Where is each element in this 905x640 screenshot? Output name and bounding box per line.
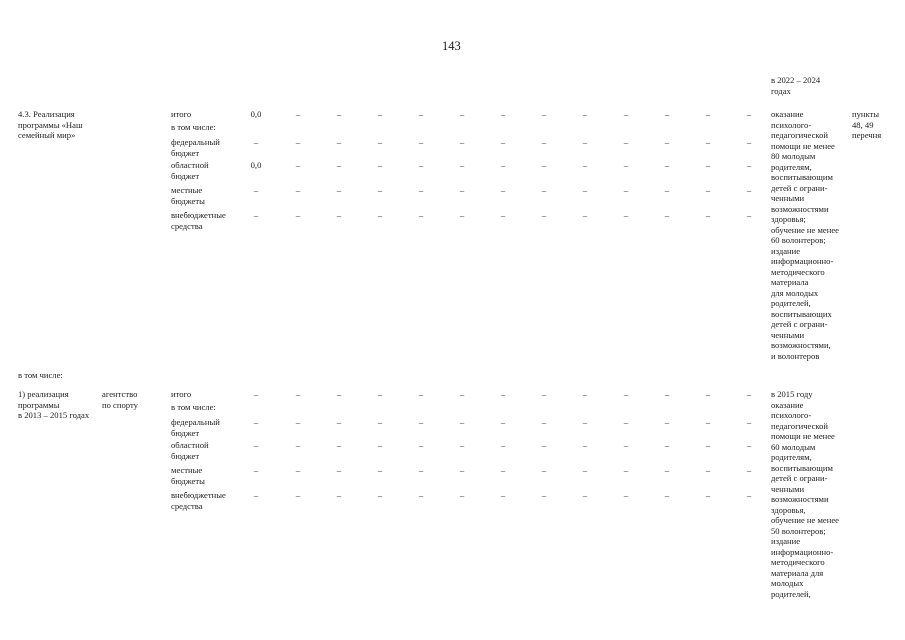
- funding-value-cell: –: [623, 389, 629, 399]
- funding-value-cell: –: [746, 210, 752, 220]
- funding-value-cell: –: [295, 109, 301, 119]
- funding-value-cell: –: [418, 160, 424, 170]
- funding-value-cell: –: [459, 210, 465, 220]
- funding-value-cell: –: [541, 490, 547, 500]
- funding-value-cell: –: [253, 137, 259, 147]
- funding-value-cell: –: [541, 210, 547, 220]
- source-extrabudget-label: внебюджетные средства: [171, 210, 226, 231]
- funding-value-cell: –: [664, 440, 670, 450]
- funding-value-cell: –: [705, 109, 711, 119]
- funding-value-cell: –: [336, 490, 342, 500]
- funding-value-cell: –: [500, 210, 506, 220]
- funding-value-cell: –: [664, 137, 670, 147]
- funding-value-cell: –: [541, 465, 547, 475]
- funding-value-cell: –: [623, 417, 629, 427]
- funding-value-cell: –: [459, 490, 465, 500]
- funding-value-cell: –: [295, 389, 301, 399]
- funding-value-cell: –: [705, 465, 711, 475]
- funding-value-cell: –: [541, 137, 547, 147]
- source-total-label: итого: [171, 109, 192, 119]
- funding-value-cell: –: [336, 389, 342, 399]
- reference-text: пункты 48, 49 перечня: [852, 109, 882, 140]
- source-local-label: местные бюджеты: [171, 465, 205, 486]
- funding-value-cell: –: [746, 137, 752, 147]
- funding-value-cell: –: [459, 465, 465, 475]
- funding-value-cell: –: [336, 137, 342, 147]
- funding-value-cell: –: [377, 465, 383, 475]
- funding-value-cell: –: [459, 440, 465, 450]
- funding-value-cell: –: [541, 185, 547, 195]
- funding-value-cell: –: [336, 109, 342, 119]
- funding-value-cell: –: [418, 109, 424, 119]
- funding-value-cell: –: [459, 160, 465, 170]
- funding-value-cell: –: [253, 440, 259, 450]
- funding-value-cell: –: [664, 490, 670, 500]
- expected-result-text: в 2015 году оказание психолого- педагогической помощи не менее 60 молодым родителям, воспитывающим детей с ограни- ченными возможностями здоровья, обучение не менее 50 волонтеров; издание информационно- методического материала для молодых родителей,: [771, 389, 839, 599]
- page-number: 143: [442, 39, 461, 53]
- funding-value-cell: –: [500, 109, 506, 119]
- funding-value-cell: –: [459, 109, 465, 119]
- funding-value-cell: –: [705, 160, 711, 170]
- funding-value-cell: –: [664, 389, 670, 399]
- funding-value-cell: –: [336, 440, 342, 450]
- funding-value-cell: –: [253, 389, 259, 399]
- funding-value-cell: –: [623, 137, 629, 147]
- expected-result-text: оказание психолого- педагогической помощи не менее 80 молодым родителям, воспитывающим детей с ограни- ченными возможностями здоровья; обучение не менее 60 волонтеров; издание информационно- методического материала для молодых родителей, воспитывающих детей с ограни- ченными возможностями, и волонтеров: [771, 109, 839, 361]
- funding-value-cell: –: [705, 417, 711, 427]
- funding-value-cell: –: [459, 137, 465, 147]
- funding-value-cell: –: [623, 210, 629, 220]
- funding-value-cell: –: [623, 109, 629, 119]
- funding-value-cell: –: [336, 465, 342, 475]
- funding-value-cell: –: [377, 490, 383, 500]
- funding-value-cell: –: [500, 185, 506, 195]
- source-local-label: местные бюджеты: [171, 185, 205, 206]
- funding-value-cell: –: [336, 185, 342, 195]
- funding-value-cell: –: [541, 440, 547, 450]
- funding-value-cell: –: [582, 389, 588, 399]
- funding-value-cell: –: [418, 185, 424, 195]
- funding-value-cell: –: [582, 109, 588, 119]
- funding-value-cell: –: [623, 185, 629, 195]
- including-label: в том числе:: [18, 370, 63, 380]
- source-regional-label: областной бюджет: [171, 440, 209, 461]
- funding-value-cell: –: [664, 160, 670, 170]
- funding-value-cell: –: [623, 490, 629, 500]
- funding-value-cell: –: [418, 210, 424, 220]
- measure-name: 1) реализация программы в 2013 – 2015 годах: [18, 389, 90, 420]
- funding-value-cell: –: [582, 417, 588, 427]
- executor-text: агентство по спорту: [102, 389, 138, 410]
- funding-value-cell: –: [377, 210, 383, 220]
- funding-value-cell: –: [582, 160, 588, 170]
- source-federal-label: федеральный бюджет: [171, 417, 220, 438]
- funding-value-cell: –: [295, 440, 301, 450]
- funding-value-cell: –: [746, 160, 752, 170]
- funding-value-cell: –: [418, 465, 424, 475]
- funding-value-cell: –: [664, 465, 670, 475]
- funding-value-cell: –: [541, 389, 547, 399]
- top-continuation-text: в 2022 – 2024 годах: [771, 75, 821, 96]
- funding-value-cell: –: [295, 417, 301, 427]
- funding-value-cell: –: [623, 465, 629, 475]
- funding-value-cell: –: [664, 417, 670, 427]
- funding-value-cell: –: [705, 137, 711, 147]
- funding-value-cell: –: [295, 465, 301, 475]
- funding-value-cell: –: [582, 210, 588, 220]
- funding-value-cell: –: [377, 440, 383, 450]
- funding-value-cell: –: [541, 109, 547, 119]
- funding-value-cell: –: [582, 440, 588, 450]
- funding-value-cell: –: [582, 185, 588, 195]
- funding-value-cell: –: [541, 160, 547, 170]
- funding-value-cell: –: [623, 440, 629, 450]
- funding-value-cell: –: [377, 417, 383, 427]
- funding-value-cell: –: [500, 440, 506, 450]
- measure-name: 4.3. Реализация программы «Наш семейный мир»: [18, 109, 83, 140]
- funding-value-cell: –: [377, 185, 383, 195]
- funding-value-cell: –: [295, 185, 301, 195]
- funding-value-cell: –: [418, 389, 424, 399]
- source-including-label: в том числе:: [171, 122, 216, 132]
- funding-value-cell: –: [664, 185, 670, 195]
- funding-value-cell: –: [253, 490, 259, 500]
- funding-value-cell: –: [418, 490, 424, 500]
- funding-value-cell: –: [705, 490, 711, 500]
- source-total-label: итого: [171, 389, 192, 399]
- funding-value-cell: –: [500, 160, 506, 170]
- funding-value-cell: –: [295, 160, 301, 170]
- source-extrabudget-label: внебюджетные средства: [171, 490, 226, 511]
- funding-value-cell: –: [295, 490, 301, 500]
- funding-value-cell: –: [459, 389, 465, 399]
- source-including-label: в том числе:: [171, 402, 216, 412]
- funding-value-cell: 0,0: [250, 160, 262, 170]
- funding-value-cell: –: [541, 417, 547, 427]
- funding-value-cell: –: [377, 137, 383, 147]
- funding-value-cell: –: [746, 185, 752, 195]
- funding-value-cell: –: [746, 465, 752, 475]
- funding-value-cell: –: [418, 440, 424, 450]
- funding-value-cell: 0,0: [250, 109, 262, 119]
- source-federal-label: федеральный бюджет: [171, 137, 220, 158]
- funding-value-cell: –: [295, 137, 301, 147]
- funding-value-cell: –: [253, 210, 259, 220]
- funding-value-cell: –: [582, 137, 588, 147]
- funding-value-cell: –: [336, 160, 342, 170]
- funding-value-cell: –: [705, 210, 711, 220]
- funding-value-cell: –: [500, 417, 506, 427]
- funding-value-cell: –: [746, 440, 752, 450]
- funding-value-cell: –: [500, 389, 506, 399]
- funding-value-cell: –: [253, 185, 259, 195]
- funding-value-cell: –: [500, 490, 506, 500]
- funding-value-cell: –: [705, 185, 711, 195]
- funding-value-cell: –: [746, 389, 752, 399]
- funding-value-cell: –: [664, 109, 670, 119]
- funding-value-cell: –: [336, 417, 342, 427]
- funding-value-cell: –: [377, 160, 383, 170]
- funding-value-cell: –: [459, 417, 465, 427]
- funding-value-cell: –: [253, 417, 259, 427]
- funding-value-cell: –: [336, 210, 342, 220]
- funding-value-cell: –: [377, 389, 383, 399]
- funding-value-cell: –: [746, 417, 752, 427]
- funding-value-cell: –: [705, 440, 711, 450]
- funding-value-cell: –: [705, 389, 711, 399]
- funding-value-cell: –: [295, 210, 301, 220]
- funding-value-cell: –: [746, 490, 752, 500]
- funding-value-cell: –: [418, 137, 424, 147]
- funding-value-cell: –: [582, 465, 588, 475]
- funding-value-cell: –: [253, 465, 259, 475]
- funding-value-cell: –: [418, 417, 424, 427]
- funding-value-cell: –: [623, 160, 629, 170]
- funding-value-cell: –: [582, 490, 588, 500]
- funding-value-cell: –: [377, 109, 383, 119]
- funding-value-cell: –: [500, 465, 506, 475]
- funding-value-cell: –: [459, 185, 465, 195]
- funding-value-cell: –: [500, 137, 506, 147]
- funding-value-cell: –: [746, 109, 752, 119]
- source-regional-label: областной бюджет: [171, 160, 209, 181]
- funding-value-cell: –: [664, 210, 670, 220]
